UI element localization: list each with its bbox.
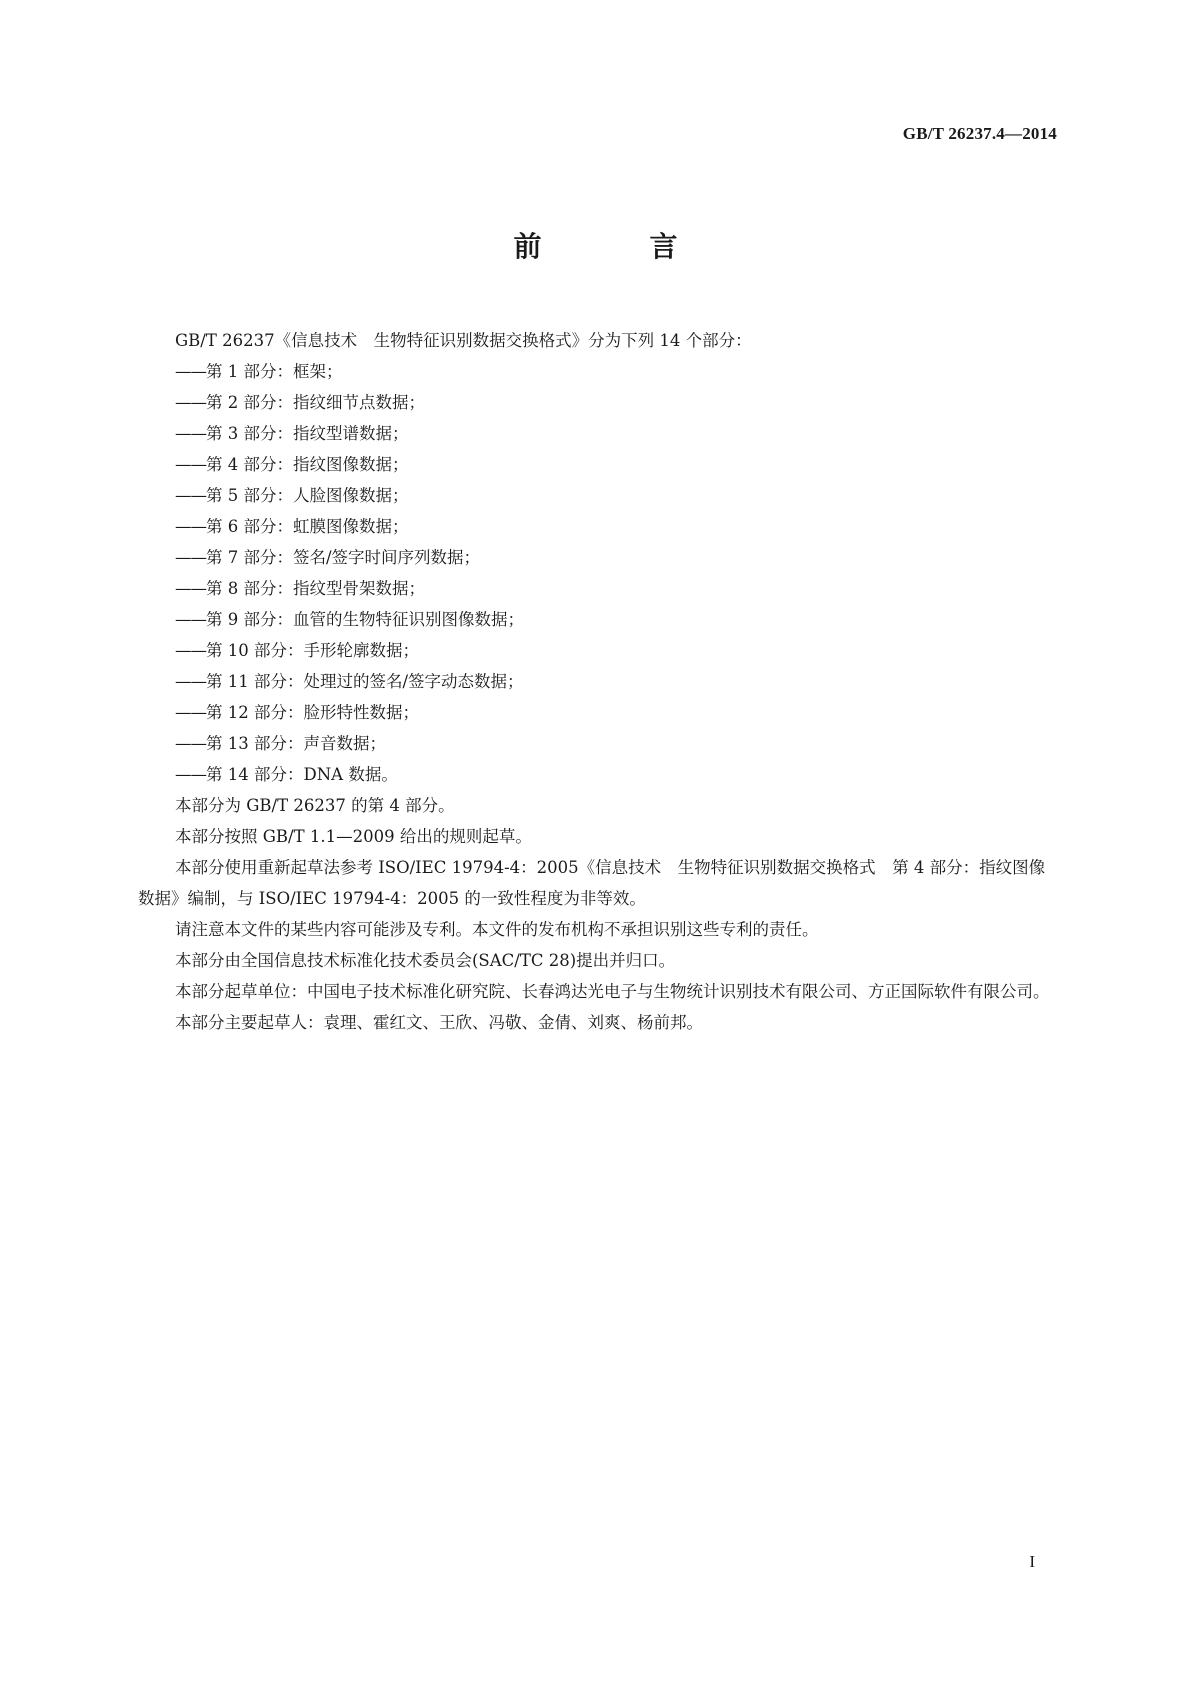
list-item — [138, 387, 1060, 418]
list-item — [138, 356, 1060, 387]
iso-reference-statement: 本部分使用重新起草法参考 ISO/IEC 19794-4：2005《信息技术 生物特征识别数据交换格式 第 4 部分：指纹图像数据》编制，与 ISO/IEC 19794-4：2005 的一致性程度为非等效。 — [138, 858, 1046, 908]
part-label: 第 12 部分：脸形特性数据； — [206, 703, 419, 722]
list-dash: —— — [175, 610, 206, 629]
list-dash: —— — [175, 579, 206, 598]
drafters-statement: 本部分主要起草人：袁理、霍红文、王欣、冯敬、金倩、刘爽、杨前邦。 — [175, 1013, 703, 1032]
list-item — [138, 511, 1060, 542]
list-dash: —— — [175, 734, 206, 753]
list-dash: —— — [175, 362, 206, 381]
part-label: 第 2 部分：指纹细节点数据； — [206, 393, 425, 412]
part-label: 第 4 部分：指纹图像数据； — [206, 455, 409, 474]
part-label: 第 11 部分：处理过的签名/签字动态数据； — [206, 672, 524, 691]
part-label: 第 7 部分：签名/签字时间序列数据； — [206, 548, 481, 567]
drafting-units-statement: 本部分起草单位：中国电子技术标准化研究院、长春鸿达光电子与生物统计识别技术有限公司、方正国际软件有限公司。 — [175, 982, 1050, 1001]
parts-list — [138, 356, 1060, 790]
part-label: 第 6 部分：虹膜图像数据； — [206, 517, 409, 536]
standard-code: GB/T 26237.4—2014 — [902, 124, 1057, 143]
list-dash: —— — [175, 424, 206, 443]
list-item — [138, 759, 1060, 790]
list-item — [138, 635, 1060, 666]
list-dash: —— — [175, 672, 206, 691]
part-label: 第 14 部分：DNA 数据。 — [206, 765, 398, 784]
list-dash: —— — [175, 703, 206, 722]
list-item — [138, 480, 1060, 511]
proposer-statement: 本部分由全国信息技术标准化技术委员会(SAC/TC 28)提出并归口。 — [175, 951, 676, 970]
intro-paragraph: GB/T 26237《信息技术 生物特征识别数据交换格式》分为下列 14 个部分： — [175, 331, 752, 350]
list-item — [138, 418, 1060, 449]
list-dash: —— — [175, 455, 206, 474]
part-label: 第 9 部分：血管的生物特征识别图像数据； — [206, 610, 524, 629]
list-item — [138, 728, 1060, 759]
list-dash: —— — [175, 765, 206, 784]
list-dash: —— — [175, 517, 206, 536]
part-label: 第 5 部分：人脸图像数据； — [206, 486, 409, 505]
page-title: 前 言 — [513, 230, 718, 263]
foreword-body — [138, 325, 1060, 1038]
list-item — [138, 542, 1060, 573]
list-item — [138, 697, 1060, 728]
part-label: 第 8 部分：指纹型骨架数据； — [206, 579, 425, 598]
list-dash: —— — [175, 641, 206, 660]
list-dash: —— — [175, 486, 206, 505]
patent-notice: 请注意本文件的某些内容可能涉及专利。本文件的发布机构不承担识别这些专利的责任。 — [175, 920, 819, 939]
list-dash: —— — [175, 393, 206, 412]
list-item — [138, 573, 1060, 604]
part-label: 第 10 部分：手形轮廓数据； — [206, 641, 419, 660]
list-dash: —— — [175, 548, 206, 567]
page-number: I — [1029, 1552, 1035, 1571]
part-label: 第 1 部分：框架； — [206, 362, 343, 381]
list-item — [138, 604, 1060, 635]
part-label: 第 13 部分：声音数据； — [206, 734, 386, 753]
drafting-rules-statement: 本部分按照 GB/T 1.1—2009 给出的规则起草。 — [175, 827, 532, 846]
part-label: 第 3 部分：指纹型谱数据； — [206, 424, 409, 443]
list-item — [138, 449, 1060, 480]
part-statement: 本部分为 GB/T 26237 的第 4 部分。 — [175, 796, 455, 815]
list-item — [138, 666, 1060, 697]
